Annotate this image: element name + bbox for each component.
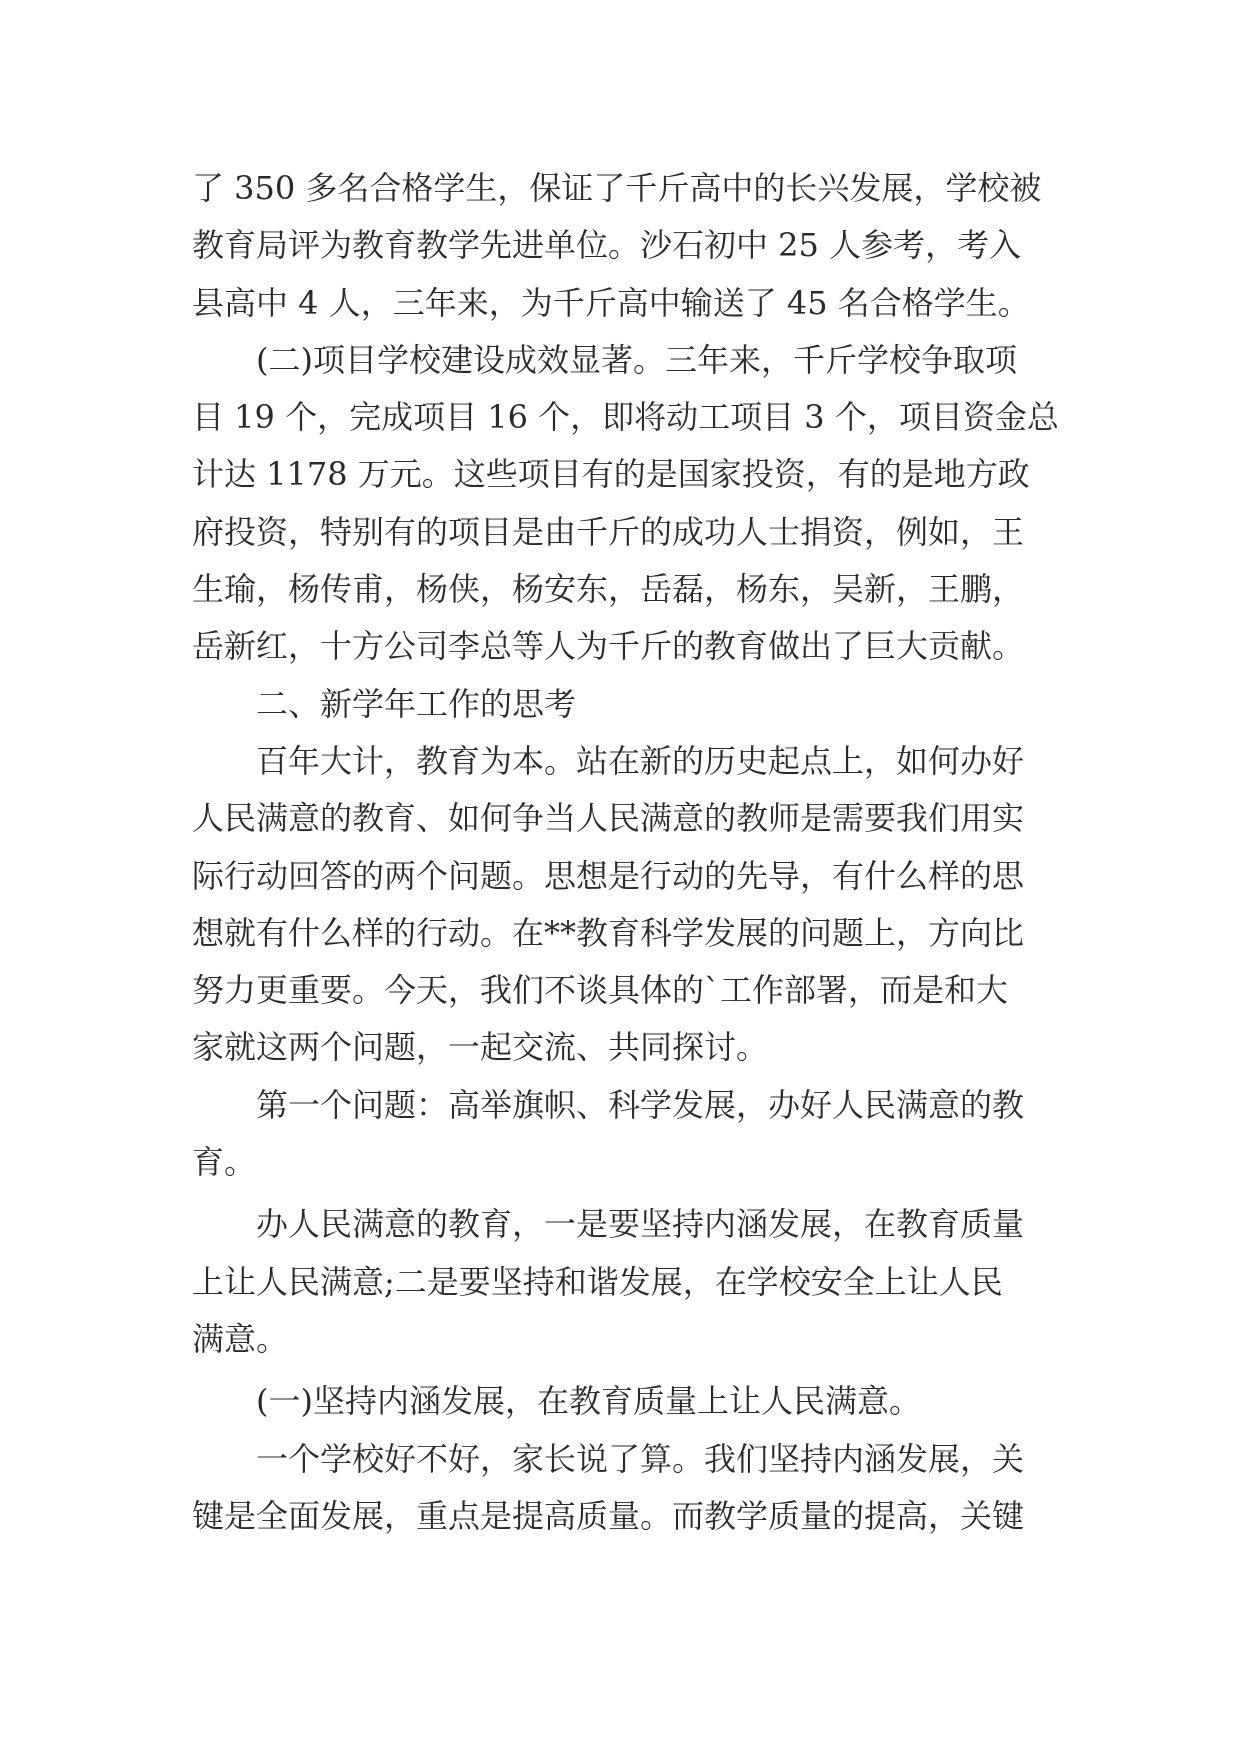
text-line: 计达 1178 万元。这些项目有的是国家投资，有的是地方政 — [192, 455, 1030, 494]
paragraph-start: 一个学校好不好，家长说了算。我们坚持内涵发展，关 — [256, 1439, 1025, 1478]
text-line: 县高中 4 人，三年来，为千斤高中输送了 45 名合格学生。 — [192, 283, 1030, 322]
body-text — [192, 160, 1059, 1545]
question-heading: 第一个问题：高举旗帜、科学发展，办好人民满意的教 — [256, 1085, 1025, 1124]
text-line: 努力更重要。今天，我们不谈具体的`工作部署，而是和大 — [192, 971, 1009, 1010]
paragraph-start: 百年大计，教育为本。站在新的历史起点上，如何办好 — [256, 741, 1025, 780]
text-line: 岳新红，十方公司李总等人为千斤的教育做出了巨大贡献。 — [192, 627, 1025, 666]
text-line: 了 350 多名合格学生，保证了千斤高中的长兴发展，学校被 — [192, 169, 1042, 207]
paragraph-start: 办人民满意的教育，一是要坚持内涵发展，在教育质量 — [256, 1205, 1025, 1244]
text-line: 键是全面发展，重点是提高质量。而教学质量的提高，关键 — [192, 1496, 1025, 1535]
text-line: 际行动回答的两个问题。思想是行动的先导，有什么样的思 — [192, 856, 1025, 895]
text-line: 人民满意的教育、如何争当人民满意的教师是需要我们用实 — [192, 799, 1025, 838]
section-heading-2: (二)项目学校建设成效显著。三年来，千斤学校争取项 — [256, 340, 1017, 379]
text-line: 上让人民满意;二是要坚持和谐发展，在学校安全上让人民 — [192, 1262, 1003, 1301]
text-line: 育。 — [192, 1143, 257, 1182]
text-line: 想就有什么样的行动。在**教育科学发展的问题上，方向比 — [192, 913, 1025, 952]
text-line: 教育局评为教育教学先进单位。沙石初中 25 人参考，考入 — [192, 226, 1022, 265]
subsection-heading: (一)坚持内涵发展，在教育质量上让人民满意。 — [256, 1382, 921, 1421]
text-line: 生瑜，杨传甫，杨侠，杨安东，岳磊，杨东，吴新，王鹏， — [192, 570, 1025, 609]
text-line: 目 19 个，完成项目 16 个，即将动工项目 3 个，项目资金总 — [192, 398, 1059, 437]
text-line: 府投资，特别有的项目是由千斤的成功人士捐资，例如，王 — [192, 512, 1025, 551]
section-heading: 二、新学年工作的思考 — [256, 684, 577, 723]
text-line: 满意。 — [192, 1319, 289, 1358]
text-line: 家就这两个问题，一起交流、共同探讨。 — [192, 1028, 769, 1067]
